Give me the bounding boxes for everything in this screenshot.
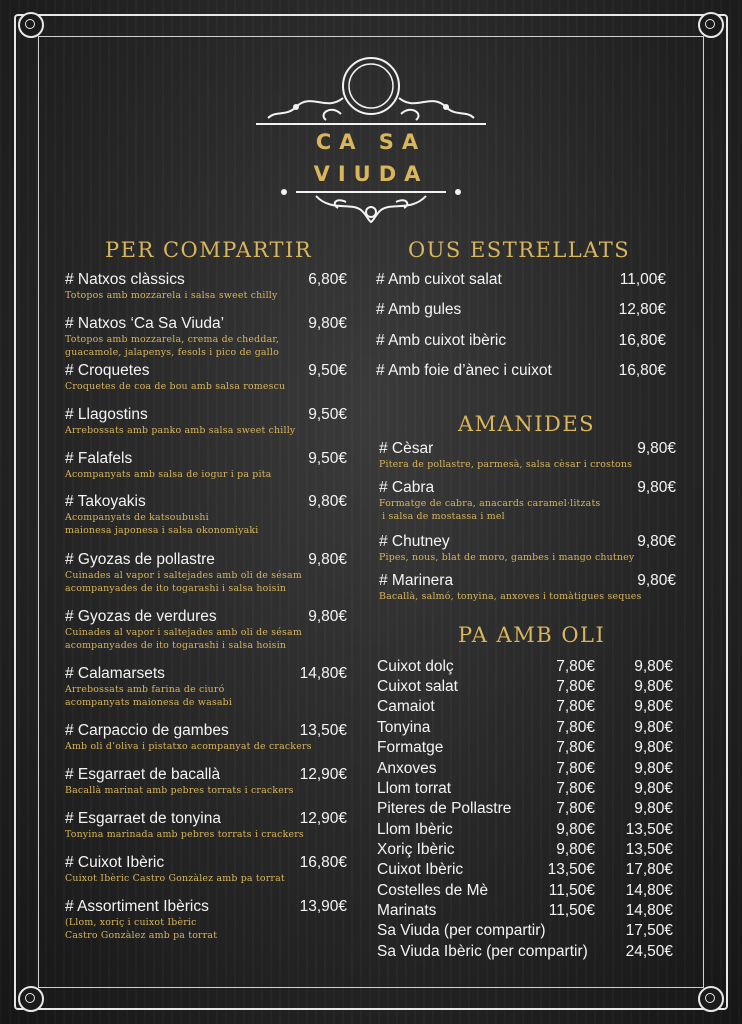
item-description: acompanyats maionesa de wasabi: [65, 697, 233, 708]
price-row: [377, 739, 673, 759]
item-price: 12,90€: [299, 810, 347, 827]
item-name: # Llagostins: [65, 406, 148, 423]
item-name: # Calamarsets: [65, 665, 165, 682]
item-description: Arrebossats amb farina de ciuró: [65, 684, 225, 695]
item-name: # Cabra: [379, 479, 435, 496]
item-name: Marinats: [377, 902, 437, 919]
menu-item: [65, 271, 347, 302]
item-description: acompanyades de ito togarashi i salsa hoisin: [65, 583, 287, 594]
brand-name-line2: VIUDA: [313, 162, 429, 186]
item-name: Anxoves: [377, 760, 437, 777]
price-full: 9,80€: [634, 678, 673, 695]
price-full: 9,80€: [634, 760, 673, 777]
item-description: Pipes, nous, blat de moro, gambes i mango chutney: [379, 552, 635, 563]
item-description: (Llom, xoriç i cuixot Ibèric: [65, 917, 197, 928]
menu-item: [65, 722, 347, 753]
menu-item: [65, 406, 347, 437]
menu-item: [376, 271, 666, 289]
item-name: Tonyina: [377, 719, 431, 736]
price-full: 9,80€: [634, 780, 673, 797]
menu-item: [65, 665, 347, 709]
item-name: # Cuixot Ibèric: [65, 854, 165, 871]
item-price: 9,50€: [308, 362, 347, 379]
item-description: Cuixot Ibèric Castro Gonzàlez amb pa torrat: [65, 873, 285, 884]
menu-item: [65, 315, 347, 359]
item-name: # Amb gules: [376, 301, 462, 318]
item-description: Totopos amb mozzarela i salsa sweet chilly: [65, 290, 278, 301]
item-price: 9,80€: [308, 551, 347, 568]
item-price: 9,80€: [637, 572, 676, 589]
item-name: # Amb foie d’ànec i cuixot: [376, 362, 552, 379]
item-price: 9,50€: [308, 450, 347, 467]
corner-ornament-bottom-right: [698, 986, 724, 1012]
corner-ornament-bottom-left: [18, 986, 44, 1012]
item-description: Cuinades al vapor i saltejades amb oli de sésam: [65, 570, 302, 581]
menu-item: [376, 332, 666, 350]
menu-item: [65, 854, 347, 885]
item-price: 12,80€: [618, 301, 666, 318]
price-full: 17,50€: [625, 922, 673, 939]
price-row: [377, 760, 673, 780]
price-row: [377, 678, 673, 698]
item-name: Llom torrat: [377, 780, 452, 797]
item-price: 13,50€: [299, 722, 347, 739]
item-name: # Amb cuixot salat: [376, 271, 502, 288]
price-full: 9,80€: [634, 739, 673, 756]
item-price: 14,80€: [299, 665, 347, 682]
price-full: 13,50€: [625, 841, 673, 858]
item-name: # Falafels: [65, 450, 133, 467]
item-name: # Takoyakis: [65, 493, 146, 510]
item-description: Acompanyats amb salsa de iogur i pa pita: [65, 469, 272, 480]
item-description: Arrebossats amb panko amb salsa sweet chilly: [65, 425, 296, 436]
menu-item: [379, 533, 676, 564]
item-description: Totopos amb mozzarela, crema de cheddar,: [65, 334, 280, 345]
price-row: [377, 841, 673, 861]
price-full: 9,80€: [634, 800, 673, 817]
item-description: Bacallà, salmó, tonyina, anxoves i tomàtigues seques: [379, 591, 642, 602]
item-name: Cuixot dolç: [377, 658, 454, 675]
corner-ornament-top-left: [18, 12, 44, 38]
item-description: Tonyina marinada amb pebres torrats i crackers: [65, 829, 304, 840]
section-title-ous-estrellats: OUS ESTRELLATS: [408, 238, 631, 262]
price-half: 7,80€: [556, 698, 595, 715]
item-description: Castro Gonzàlez amb pa torrat: [65, 930, 218, 941]
item-name: # Natxos clàssics: [65, 271, 185, 288]
price-full: 14,80€: [625, 882, 673, 899]
item-name: # Cèsar: [379, 440, 434, 457]
item-description: Cuinades al vapor i saltejades amb oli de sésam: [65, 627, 302, 638]
price-full: 24,50€: [625, 943, 673, 960]
item-price: 16,80€: [618, 362, 666, 379]
menu-item: [65, 362, 347, 393]
menu-item: [379, 440, 676, 471]
menu-item: [65, 450, 347, 481]
price-row: [377, 800, 673, 820]
price-row: [377, 658, 673, 678]
price-full: 14,80€: [625, 902, 673, 919]
price-half: 7,80€: [556, 780, 595, 797]
price-full: 9,80€: [634, 698, 673, 715]
item-name: # Gyozas de pollastre: [65, 551, 215, 568]
item-description: Acompanyats de katsoubushi: [65, 512, 209, 523]
menu-item: [379, 572, 676, 603]
item-name: # Croquetes: [65, 362, 150, 379]
price-row: [377, 902, 673, 922]
item-name: Camaiot: [377, 698, 435, 715]
price-half: 11,50€: [548, 882, 595, 899]
price-half: 9,80€: [556, 841, 595, 858]
item-name: # Amb cuixot ibèric: [376, 332, 507, 349]
price-full: 17,80€: [625, 861, 673, 878]
item-name: # Natxos ‘Ca Sa Viuda’: [65, 315, 225, 332]
item-name: Formatge: [377, 739, 444, 756]
item-name: Piteres de Pollastre: [377, 800, 512, 817]
menu-item: [65, 766, 347, 797]
item-price: 9,50€: [308, 406, 347, 423]
logo: [256, 52, 486, 232]
item-price: 9,80€: [308, 315, 347, 332]
price-half: 7,80€: [556, 760, 595, 777]
item-description: maionesa japonesa i salsa okonomiyaki: [65, 525, 259, 536]
item-price: 9,80€: [637, 479, 676, 496]
price-half: 11,50€: [548, 902, 595, 919]
item-price: 6,80€: [308, 271, 347, 288]
item-price: 9,80€: [308, 493, 347, 510]
item-price: 12,90€: [299, 766, 347, 783]
item-description: Croquetes de coa de bou amb salsa romescu: [65, 381, 286, 392]
menu-item: [65, 810, 347, 841]
item-description: Pitera de pollastre, parmesà, salsa cèsar i crostons: [379, 459, 633, 470]
menu-item: [65, 898, 347, 942]
price-half: 9,80€: [556, 821, 595, 838]
item-name: Sa Viuda Ibèric (per compartir): [377, 943, 588, 960]
price-half: 7,80€: [556, 800, 595, 817]
price-row: [377, 861, 673, 881]
price-half: 13,50€: [547, 861, 595, 878]
menu-item: [379, 479, 676, 523]
item-name: Costelles de Mè: [377, 882, 489, 899]
item-name: # Esgarraet de tonyina: [65, 810, 221, 827]
price-full: 9,80€: [634, 719, 673, 736]
item-description: guacamole, jalapenys, fesols i pico de gallo: [65, 347, 279, 358]
menu-item: [65, 493, 347, 537]
section-title-per-compartir: PER COMPARTIR: [105, 238, 313, 262]
item-price: 16,80€: [299, 854, 347, 871]
item-price: 13,90€: [299, 898, 347, 915]
item-description: Bacallà marinat amb pebres torrats i crackers: [65, 785, 294, 796]
section-title-pa-amb-oli: PA AMB OLI: [458, 623, 606, 647]
item-name: Sa Viuda (per compartir): [377, 922, 546, 939]
price-row: [377, 698, 673, 718]
brand-name-line1: CA SA: [315, 130, 427, 154]
item-name: # Esgarraet de bacallà: [65, 766, 221, 783]
price-half: 7,80€: [556, 678, 595, 695]
price-row: [377, 882, 673, 902]
item-price: 11,00€: [619, 271, 666, 288]
price-row: [377, 719, 673, 739]
item-description: acompanyades de ito togarashi i salsa hoisin: [65, 640, 287, 651]
item-name: # Marinera: [379, 572, 454, 589]
price-half: 7,80€: [556, 739, 595, 756]
menu-item: [376, 362, 666, 380]
item-name: # Chutney: [379, 533, 450, 550]
item-price: 16,80€: [618, 332, 666, 349]
menu-item: [65, 551, 347, 595]
menu-item: [65, 608, 347, 652]
corner-ornament-top-right: [698, 12, 724, 38]
item-description: Formatge de cabra, anacards caramel·litzats: [379, 498, 601, 509]
item-name: Cuixot Ibèric: [377, 861, 464, 878]
item-name: Llom Ibèric: [377, 821, 453, 838]
item-name: # Carpaccio de gambes: [65, 722, 229, 739]
price-row: [377, 780, 673, 800]
item-description: Amb oli d’oliva i pistatxo acompanyat de crackers: [65, 741, 312, 752]
price-row: [377, 943, 673, 963]
item-price: 9,80€: [637, 440, 676, 457]
price-row: [377, 922, 673, 942]
menu-item: [376, 301, 666, 319]
price-full: 9,80€: [634, 658, 673, 675]
item-name: Xoriç Ibèric: [377, 841, 455, 858]
item-name: # Assortiment Ibèrics: [65, 898, 209, 915]
item-name: Cuixot salat: [377, 678, 458, 695]
section-title-amanides: AMANIDES: [458, 412, 596, 436]
price-half: 7,80€: [556, 719, 595, 736]
item-description: i salsa de mostassa i mel: [379, 511, 505, 522]
item-price: 9,80€: [637, 533, 676, 550]
item-price: 9,80€: [308, 608, 347, 625]
price-full: 13,50€: [625, 821, 673, 838]
item-name: # Gyozas de verdures: [65, 608, 217, 625]
price-half: 7,80€: [556, 658, 595, 675]
price-row: [377, 821, 673, 841]
